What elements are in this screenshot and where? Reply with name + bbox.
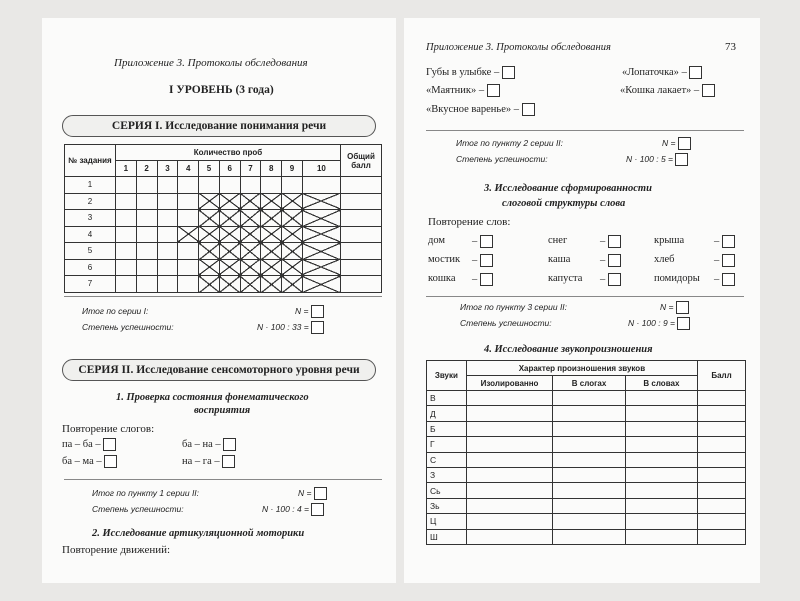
sounds-table [426, 360, 746, 545]
trial-cell[interactable] [157, 177, 178, 194]
trial-cell[interactable] [302, 177, 340, 194]
crossed-cell [219, 210, 240, 227]
syllable-answer-box[interactable] [104, 455, 117, 468]
crossed-cell [302, 276, 340, 293]
sound-label: Зь [427, 498, 467, 513]
syllables-cell[interactable] [553, 406, 625, 421]
syllables-cell[interactable] [553, 452, 625, 467]
word-answer-box[interactable] [608, 235, 621, 248]
crossed-cell [199, 193, 220, 210]
words-cell[interactable] [625, 421, 697, 436]
isolated-cell[interactable] [466, 421, 553, 436]
trial-cell[interactable] [116, 210, 137, 227]
isolated-cell[interactable] [466, 467, 553, 482]
section2-title: 2. Исследование артикуляционной моторики [92, 528, 305, 539]
success-answer-box[interactable] [311, 503, 324, 516]
trial-cell[interactable] [261, 177, 282, 194]
crossed-cell [261, 193, 282, 210]
crossed-cell [240, 243, 261, 260]
task-row [65, 276, 382, 293]
section1-n-field: N = [298, 487, 327, 500]
words-cell[interactable] [625, 406, 697, 421]
score-cell[interactable] [698, 483, 746, 498]
word-answer: – [600, 235, 621, 248]
syllable-answer-box[interactable] [223, 438, 236, 451]
formula: N · 100 : 33 = [257, 321, 309, 332]
trial-cell[interactable] [136, 177, 157, 194]
success-answer-box[interactable] [311, 321, 324, 334]
isolated-cell[interactable] [466, 452, 553, 467]
word-item: помидоры [654, 273, 700, 284]
crossed-cell [240, 210, 261, 227]
n-answer-box[interactable] [314, 487, 327, 500]
trial-cell[interactable] [116, 259, 137, 276]
score-cell[interactable] [698, 529, 746, 544]
trial-cell[interactable] [116, 193, 137, 210]
word-answer-box[interactable] [480, 235, 493, 248]
trial-cell[interactable] [178, 259, 199, 276]
task-number: 3 [65, 210, 116, 227]
total-cell[interactable] [341, 193, 382, 210]
isolated-cell[interactable] [466, 437, 553, 452]
series1-success-label: Степень успешности: [82, 322, 174, 332]
sound-label: Сь [427, 483, 467, 498]
task-row [65, 210, 382, 227]
trial-cell[interactable] [240, 177, 261, 194]
series1-banner: СЕРИЯ I. Исследование понимания речи [62, 115, 376, 137]
movement-item: «Вкусное варенье» – [426, 103, 535, 116]
summary3-n-field: N = [660, 301, 689, 314]
trial-cell[interactable] [157, 243, 178, 260]
sound-row [427, 437, 746, 452]
col-words-header: В словах [625, 376, 697, 391]
trial-cell[interactable] [219, 177, 240, 194]
trial-cell[interactable] [178, 276, 199, 293]
task-number: 5 [65, 243, 116, 260]
sound-row [427, 421, 746, 436]
sound-row [427, 467, 746, 482]
section1-success-label: Степень успешности: [92, 504, 184, 514]
success-answer-box[interactable] [675, 153, 688, 166]
syllable-item: ба – на – [182, 438, 236, 451]
sound-row [427, 529, 746, 544]
task-number: 2 [65, 193, 116, 210]
crossed-cell [261, 276, 282, 293]
trial-cell[interactable] [136, 226, 157, 243]
isolated-cell[interactable] [466, 391, 553, 406]
right-page [404, 18, 760, 583]
syllable-answer-box[interactable] [222, 455, 235, 468]
syllables-intro: Повторение слогов: [62, 423, 155, 435]
series1-total-label: Итог по серии I: [82, 306, 149, 316]
crossed-cell [199, 259, 220, 276]
isolated-cell[interactable] [466, 498, 553, 513]
total-cell[interactable] [341, 243, 382, 260]
word-answer-box[interactable] [722, 235, 735, 248]
crossed-cell [219, 193, 240, 210]
trial-number: 3 [157, 161, 178, 177]
trial-number: 2 [136, 161, 157, 177]
word-item: кошка [428, 273, 456, 284]
sound-row [427, 452, 746, 467]
trial-number: 10 [302, 161, 340, 177]
level-title: I УРОВЕНЬ (3 года) [169, 84, 274, 96]
section4-title: 4. Исследование звукопроизношения [484, 344, 653, 355]
summary2-success-label: Степень успешности: [456, 154, 548, 164]
trial-cell[interactable] [136, 259, 157, 276]
trial-cell[interactable] [116, 243, 137, 260]
task-number: 6 [65, 259, 116, 276]
section3-title-line2: слоговой структуры слова [502, 198, 626, 209]
trial-cell[interactable] [157, 210, 178, 227]
crossed-cell [219, 259, 240, 276]
total-cell[interactable] [341, 276, 382, 293]
summary2-total-label: Итог по пункту 2 серии II: [456, 138, 564, 148]
task-row [65, 259, 382, 276]
summary2-n-field: N = [662, 137, 691, 150]
total-cell[interactable] [341, 259, 382, 276]
col-syllables-header: В слогах [553, 376, 625, 391]
words-cell[interactable] [625, 529, 697, 544]
crossed-cell [240, 276, 261, 293]
divider [426, 130, 744, 131]
score-cell[interactable] [698, 437, 746, 452]
task-number: 7 [65, 276, 116, 293]
crossed-cell [261, 210, 282, 227]
words-intro: Повторение слов: [428, 216, 511, 228]
summary2-success-field: N · 100 : 5 = [626, 153, 688, 166]
col-trials-header: Количество проб [116, 145, 341, 161]
sound-row [427, 514, 746, 529]
words-cell[interactable] [625, 452, 697, 467]
crossed-cell [199, 226, 220, 243]
task-row [65, 193, 382, 210]
word-answer-box[interactable] [722, 254, 735, 267]
movement-answer-box[interactable] [702, 84, 715, 97]
syllables-cell[interactable] [553, 498, 625, 513]
trial-cell[interactable] [178, 243, 199, 260]
trial-cell[interactable] [157, 259, 178, 276]
movement-item: «Кошка лакает» – [620, 84, 715, 97]
word-item: хлеб [654, 254, 675, 265]
divider [64, 296, 382, 297]
word-item: мостик [428, 254, 461, 265]
trial-cell[interactable] [136, 210, 157, 227]
words-cell[interactable] [625, 483, 697, 498]
isolated-cell[interactable] [466, 529, 553, 544]
syllables-cell[interactable] [553, 467, 625, 482]
word-answer: – [600, 273, 621, 286]
series1-table [64, 144, 382, 293]
syllables-cell[interactable] [553, 437, 625, 452]
crossed-cell [199, 276, 220, 293]
trial-number: 9 [282, 161, 303, 177]
crossed-cell [219, 226, 240, 243]
crossed-cell [282, 276, 303, 293]
col-total-header: Общий балл [341, 145, 382, 177]
sound-label: Б [427, 421, 467, 436]
sound-row [427, 406, 746, 421]
section1-total-label: Итог по пункту 1 серии II: [92, 488, 200, 498]
trial-cell[interactable] [157, 193, 178, 210]
crossed-cell [282, 243, 303, 260]
word-item: снег [548, 235, 568, 246]
crossed-cell [240, 193, 261, 210]
crossed-cell [199, 210, 220, 227]
crossed-cell [219, 276, 240, 293]
score-cell[interactable] [698, 421, 746, 436]
score-cell[interactable] [698, 452, 746, 467]
score-cell[interactable] [698, 391, 746, 406]
crossed-cell [178, 226, 199, 243]
crossed-cell [199, 243, 220, 260]
sound-label: С [427, 452, 467, 467]
syllables-cell[interactable] [553, 391, 625, 406]
series1-success-field [257, 321, 324, 334]
total-cell[interactable] [341, 210, 382, 227]
divider [426, 296, 744, 297]
word-item: капуста [548, 273, 583, 284]
sound-row [427, 483, 746, 498]
word-item: каша [548, 254, 571, 265]
word-answer-box[interactable] [480, 273, 493, 286]
divider [64, 479, 382, 480]
trial-cell[interactable] [136, 193, 157, 210]
movements-intro: Повторение движений: [62, 544, 171, 556]
n-answer-box[interactable] [678, 137, 691, 150]
section1-success-field: N · 100 : 4 = [262, 503, 324, 516]
success-answer-box[interactable] [677, 317, 690, 330]
sound-label: З [427, 467, 467, 482]
trial-number: 8 [261, 161, 282, 177]
syllables-cell[interactable] [553, 514, 625, 529]
trial-cell[interactable] [116, 226, 137, 243]
crossed-cell [302, 259, 340, 276]
word-answer-box[interactable] [608, 273, 621, 286]
trial-cell[interactable] [178, 193, 199, 210]
syllables-cell[interactable] [553, 483, 625, 498]
words-cell[interactable] [625, 437, 697, 452]
syllable-item: ба – ма – [62, 455, 117, 468]
word-answer-box[interactable] [480, 254, 493, 267]
task-row [65, 226, 382, 243]
words-cell[interactable] [625, 467, 697, 482]
trial-number: 1 [116, 161, 137, 177]
left-page [42, 18, 396, 583]
crossed-cell [240, 226, 261, 243]
word-answer: – [472, 254, 493, 267]
crossed-cell [302, 243, 340, 260]
syllables-cell[interactable] [553, 421, 625, 436]
movement-answer-box[interactable] [487, 84, 500, 97]
word-answer: – [600, 254, 621, 267]
trial-cell[interactable] [282, 177, 303, 194]
trial-cell[interactable] [157, 226, 178, 243]
trial-number: 5 [199, 161, 220, 177]
section1-title: 1. Проверка состояния фонематического [116, 392, 309, 403]
task-row [65, 243, 382, 260]
crossed-cell [302, 193, 340, 210]
right-page-header: Приложение 3. Протоколы обследования [426, 42, 611, 53]
crossed-cell [261, 259, 282, 276]
syllable-item: па – ба – [62, 438, 116, 451]
series1-n-field [295, 305, 324, 318]
crossed-cell [240, 259, 261, 276]
sound-label: Ц [427, 514, 467, 529]
score-cell[interactable] [698, 514, 746, 529]
word-answer: – [472, 235, 493, 248]
word-answer: – [714, 254, 735, 267]
trial-cell[interactable] [199, 177, 220, 194]
col-character-header: Характер произношения звуков [466, 361, 697, 376]
word-answer: – [714, 235, 735, 248]
syllable-answer-box[interactable] [103, 438, 116, 451]
crossed-cell [219, 243, 240, 260]
word-answer-box[interactable] [722, 273, 735, 286]
col-isolated-header: Изолированно [466, 376, 553, 391]
trial-cell[interactable] [116, 177, 137, 194]
series2-banner: СЕРИЯ II. Исследование сенсомоторного уровня речи [62, 359, 376, 381]
crossed-cell [282, 226, 303, 243]
trial-cell[interactable] [178, 177, 199, 194]
col-score-header: Балл [698, 361, 746, 391]
word-answer: – [472, 273, 493, 286]
score-cell[interactable] [698, 498, 746, 513]
crossed-cell [282, 210, 303, 227]
movement-answer-box[interactable] [502, 66, 515, 79]
col-task-header: № задания [65, 145, 116, 177]
total-cell[interactable] [341, 226, 382, 243]
sound-label: Ш [427, 529, 467, 544]
section1-title-line2: восприятия [194, 405, 251, 416]
words-cell[interactable] [625, 391, 697, 406]
movement-item: Губы в улыбке – [426, 66, 515, 79]
isolated-cell[interactable] [466, 514, 553, 529]
trial-cell[interactable] [136, 243, 157, 260]
words-cell[interactable] [625, 498, 697, 513]
movement-item: «Лопаточка» – [622, 66, 702, 79]
task-number: 1 [65, 177, 116, 194]
summary3-success-label: Степень успешности: [460, 318, 552, 328]
movement-answer-box[interactable] [689, 66, 702, 79]
word-answer: – [714, 273, 735, 286]
col-sounds-header: Звуки [427, 361, 467, 391]
trial-cell[interactable] [157, 276, 178, 293]
summary3-total-label: Итог по пункту 3 серии II: [460, 302, 568, 312]
task-row [65, 177, 382, 194]
trial-number: 7 [240, 161, 261, 177]
crossed-cell [282, 193, 303, 210]
trial-number: 4 [178, 161, 199, 177]
crossed-cell [302, 226, 340, 243]
word-item: дом [428, 235, 446, 246]
word-item: крыша [654, 235, 685, 246]
trial-cell[interactable] [178, 210, 199, 227]
summary3-success-field: N · 100 : 9 = [628, 317, 690, 330]
score-cell[interactable] [698, 406, 746, 421]
page-number: 73 [725, 41, 736, 53]
sound-row [427, 391, 746, 406]
crossed-cell [261, 226, 282, 243]
n-answer-box[interactable] [676, 301, 689, 314]
trial-number: 6 [219, 161, 240, 177]
syllable-item: на – га – [182, 455, 235, 468]
left-page-header: Приложение 3. Протоколы обследования [114, 57, 308, 69]
syllables-cell[interactable] [553, 529, 625, 544]
word-answer-box[interactable] [608, 254, 621, 267]
crossed-cell [261, 243, 282, 260]
sound-label: В [427, 391, 467, 406]
section3-title: 3. Исследование сформированности [484, 183, 652, 194]
crossed-cell [282, 259, 303, 276]
words-cell[interactable] [625, 514, 697, 529]
isolated-cell[interactable] [466, 406, 553, 421]
n-label: N = [295, 305, 309, 316]
trial-cell[interactable] [116, 276, 137, 293]
sound-label: Г [427, 437, 467, 452]
trial-cell[interactable] [136, 276, 157, 293]
crossed-cell [302, 210, 340, 227]
sound-label: Д [427, 406, 467, 421]
n-answer-box[interactable] [311, 305, 324, 318]
movement-answer-box[interactable] [522, 103, 535, 116]
isolated-cell[interactable] [466, 483, 553, 498]
sound-row [427, 498, 746, 513]
score-cell[interactable] [698, 467, 746, 482]
movement-item: «Маятник» – [426, 84, 500, 97]
task-number: 4 [65, 226, 116, 243]
total-cell[interactable] [341, 177, 382, 194]
